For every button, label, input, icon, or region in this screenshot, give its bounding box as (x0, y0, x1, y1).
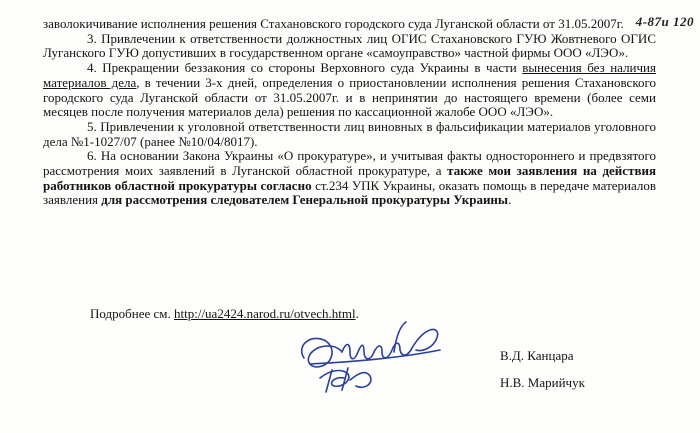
paragraph-6-bold-2: для рассмотрения следователем Генеральной прокуратуры Украины (101, 192, 509, 208)
paragraph-4 (43, 61, 656, 120)
paragraph-3: 3. Привлечении к ответственности должностных лиц ОГИС Стахановского ГУЮ Жовтневого ОГИС Луганского ГУЮ допустивших в государственном органе «самоуправство» частной фирмы ООО «ЛЭО». (43, 30, 656, 61)
paragraph-4-text-a: 4. Прекращении беззакония со стороны Верховного суда Украины в части (87, 60, 523, 76)
reference-number: 4-87и 120 (635, 14, 694, 29)
paragraph-4-text-b: , в течении 3-х дней, определения о приостановлении исполнения решения Стахановского городского суда Луганской области от 31.05.2007г. и в непринятии до настоящего времени (более семи месяцев после получения материалов дела) решения по кассационной жалобе ООО «ЛЭО». (43, 74, 656, 120)
paragraph-5: 5. Привлечении к уголовной ответственности лиц виновных в фальсификации материалов уголовного дела №1-1027/07 (ранее №10/04/8017). (43, 118, 656, 149)
more-info-label: Подробнее см. (90, 306, 174, 321)
signer-name: В.Д. Канцара (500, 348, 574, 363)
paragraph-6 (43, 149, 656, 208)
paragraph-4-underlined: вынесения без наличия материалов дела (43, 60, 656, 90)
paragraph-6-bold-1: также мои заявления на действия работников областной прокуратуры согласно (43, 163, 657, 193)
letter-body (43, 17, 656, 208)
continuation-line-2: 31.05.2007г. (558, 16, 624, 31)
handwritten-signature (290, 318, 465, 408)
paragraph-6-end: . (508, 192, 512, 208)
paragraph-6-text-c: ст.234 УПК Украины, оказать помощь в передаче материалов заявления (43, 177, 656, 208)
signer-name: Н.В. Марийчук (500, 375, 585, 390)
more-info-end: . (355, 306, 359, 321)
paragraph-continuation (43, 17, 656, 32)
paragraph-6-text-a: 6. На основании Закона Украины «О прокуратуре», и учитывая факты одностороннего и предвзятого рассмотрения моих заявлений в Луганской областной прокуратуре, а (43, 148, 656, 179)
continuation-line-1: заволокичивание исполнения решения Стахановского городского суда Луганской области от (43, 16, 555, 31)
more-info-link[interactable]: http://ua2424.narod.ru/otvech.html (174, 306, 356, 321)
